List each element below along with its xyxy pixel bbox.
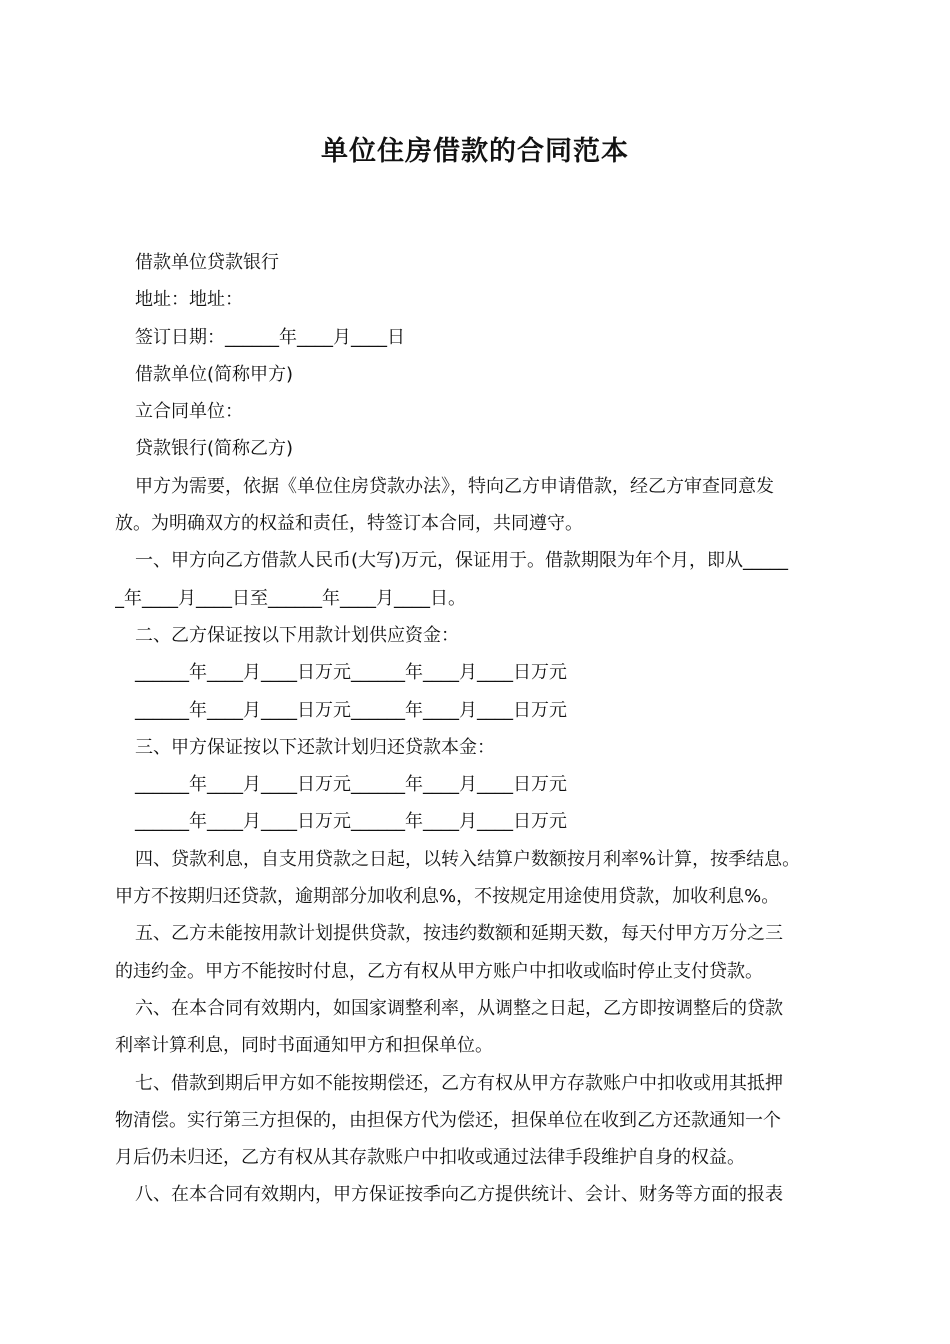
document-line: 地址：地址： — [135, 289, 243, 311]
document-line: 物清偿。实行第三方担保的，由担保方代为偿还，担保单位在收到乙方还款通知一个 — [115, 1109, 781, 1131]
document-line: ______年____月____日万元______年____月____日万元 — [135, 662, 567, 684]
document-line: 三、甲方保证按以下还款计划归还贷款本金： — [135, 736, 495, 758]
document-line: 借款单位贷款银行 — [135, 252, 279, 273]
document-line: 一、甲方向乙方借款人民币(大写)万元，保证用于。借款期限为年个月，即从_____ — [135, 550, 789, 572]
document-line: 签订日期：______年____月____日 — [135, 326, 405, 348]
document-line: 的违约金。甲方不能按时付息，乙方有权从甲方账户中扣收或临时停止支付贷款。 — [115, 960, 763, 982]
document-line: 贷款银行(简称乙方) — [135, 438, 294, 460]
document-line: 七、借款到期后甲方如不能按期偿还，乙方有权从甲方存款账户中扣收或用其抵押 — [135, 1072, 783, 1094]
document-line: 放。为明确双方的权益和责任，特签订本合同，共同遵守。 — [115, 513, 583, 535]
document-line: ______年____月____日万元______年____月____日万元 — [135, 774, 567, 796]
document-line: ______年____月____日万元______年____月____日万元 — [135, 699, 567, 721]
document-line: 八、在本合同有效期内，甲方保证按季向乙方提供统计、会计、财务等方面的报表 — [135, 1184, 783, 1206]
document-line: ______年____月____日万元______年____月____日万元 — [135, 811, 567, 833]
document-line: 甲方为需要，依据《单位住房贷款办法》，特向乙方申请借款，经乙方审查同意发 — [135, 475, 774, 497]
document-body — [115, 244, 837, 1214]
document-line: 甲方不按期归还贷款，逾期部分加收利息%，不按规定用途使用贷款，加收利息%。 — [115, 886, 780, 908]
document-line: 月后仍未归还，乙方有权从其存款账户中扣收或通过法律手段维护自身的权益。 — [115, 1147, 745, 1169]
document-line: 四、贷款利息，自支用贷款之日起，以转入结算户数额按月利率%计算，按季结息。 — [135, 848, 801, 870]
document-line: 五、乙方未能按用款计划提供贷款，按违约数额和延期天数，每天付甲方万分之三 — [135, 923, 783, 945]
document-line: 立合同单位： — [135, 401, 243, 423]
document-line: 六、在本合同有效期内，如国家调整利率，从调整之日起，乙方即按调整后的贷款 — [135, 997, 783, 1019]
document-line: _年____月____日至______年____月____日。 — [115, 587, 466, 609]
document-line: 二、乙方保证按以下用款计划供应资金： — [135, 624, 459, 646]
document-line: 利率计算利息，同时书面通知甲方和担保单位。 — [115, 1035, 493, 1057]
document-line: 借款单位(简称甲方) — [135, 363, 294, 385]
document-title: 单位住房借款的合同范本 — [321, 136, 629, 167]
